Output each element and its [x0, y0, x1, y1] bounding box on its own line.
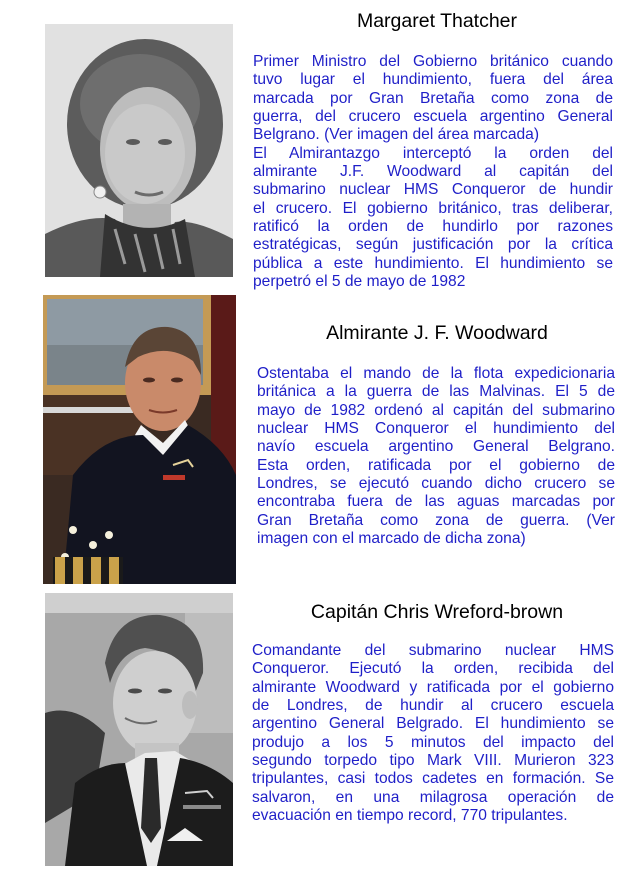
heading-margaret-thatcher: Margaret Thatcher — [356, 10, 518, 32]
photo-margaret-thatcher — [45, 24, 233, 277]
text-line: estratégicas, según justificación por la crítica — [253, 236, 613, 254]
text-line: produjo a los 5 minutos del impacto del — [252, 733, 614, 751]
text-line: marcada por Gran Bretaña como zona de — [253, 89, 613, 107]
text-line: nuclear HMS Conqueror el hundimiento del — [257, 420, 615, 438]
text-line: Esta orden, ratificada por el gobierno de — [257, 456, 615, 474]
text-line: tuvo lugar el hundimiento, fuera del área — [253, 71, 613, 89]
text-line: Gran Bretaña como zona de guerra. (Ver — [257, 511, 615, 529]
text-line: el crucero. El gobierno británico, tras deliberar, — [253, 199, 613, 217]
text-line: ratificó la orden de hundirlo por razones — [253, 218, 613, 236]
portrait-image — [43, 295, 236, 584]
text-line: Conqueror. Ejecutó la orden, recibida del — [252, 660, 614, 678]
text-line: Primer Ministro del Gobierno británico cuando — [253, 53, 613, 70]
text-line: guerra, del crucero escuela argentino General — [253, 108, 613, 126]
portrait-image — [45, 593, 233, 866]
bio-captain-wreford-brown — [252, 642, 614, 825]
text-line: de Londres, de hundir al crucero escuela — [252, 697, 614, 715]
text-line: salvaron, en una milagrosa operación de — [252, 788, 614, 806]
text-line: perpetró el 5 de mayo de 1982 — [253, 273, 466, 291]
bio-margaret-thatcher — [253, 53, 613, 291]
text-line: almirante J.F. Woodward al capitán del — [253, 163, 613, 181]
text-line: submarino nuclear HMS Conqueror de hundir — [253, 181, 613, 199]
text-line: segundo torpedo tipo Mark VIII. Murieron 323 — [252, 752, 614, 770]
text-line: tripulantes, casi todos cadetes en formación. Se — [252, 770, 614, 788]
text-line: imagen con el marcado de dicha zona) — [257, 530, 526, 548]
text-line: encontraba fuera de las aguas marcadas por — [257, 493, 615, 511]
text-line: Comandante del submarino nuclear HMS — [252, 642, 614, 659]
portrait-image — [45, 24, 233, 277]
text-line: Belgrano. (Ver imagen del área marcada) — [253, 126, 540, 144]
heading-captain-wreford-brown: Capitán Chris Wreford-brown — [310, 601, 564, 623]
text-line: mayo de 1982 ordenó al capitán del submarino — [257, 401, 615, 419]
bio-admiral-woodward — [257, 365, 615, 548]
heading-admiral-woodward: Almirante J. F. Woodward — [326, 322, 548, 344]
text-line: pública a este hundimiento. El hundimiento se — [253, 254, 613, 272]
photo-captain-wreford-brown — [45, 593, 233, 866]
text-line: Ostentaba el mando de la flota expedicionaria — [257, 365, 615, 382]
text-line: Londres, se ejecutó cuando dicho crucero se — [257, 475, 615, 493]
text-line: argentino General Belgrado. El hundimiento se — [252, 715, 614, 733]
text-line: evacuación en tiempo record, 770 tripulantes. — [252, 807, 568, 825]
text-line: almirante Woodward y ratificada por el gobierno — [252, 678, 614, 696]
text-line: El Almirantazgo interceptó la orden del — [253, 144, 613, 162]
text-line: navío escuela argentino General Belgrano. — [257, 438, 615, 456]
text-line: británica a la guerra de las Malvinas. El 5 de — [257, 383, 615, 401]
photo-admiral-woodward — [43, 295, 236, 584]
